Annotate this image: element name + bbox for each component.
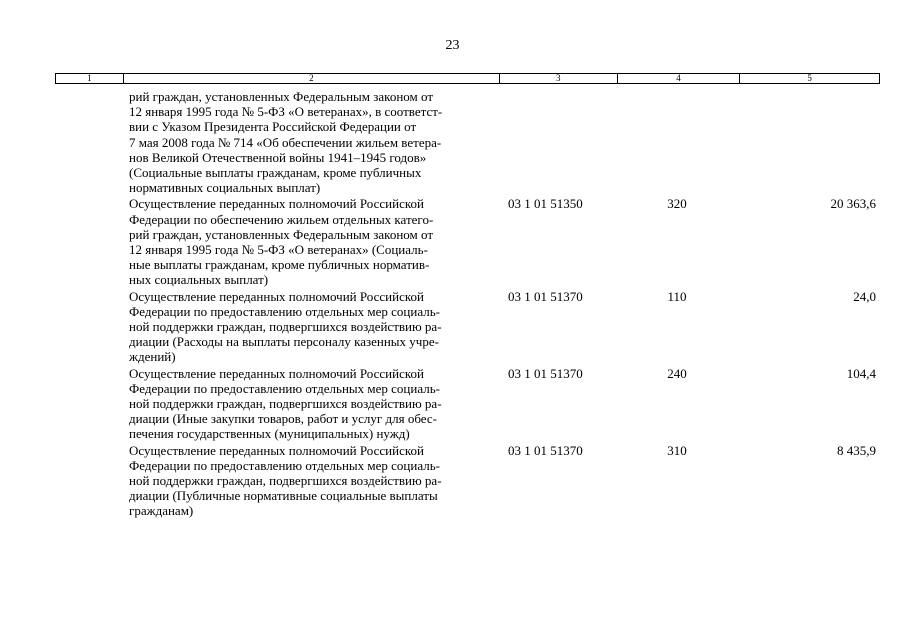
amount-cell: 8 435,9	[837, 442, 876, 458]
amount-cell: 104,4	[846, 365, 876, 381]
description-line: Федерации по обеспечению жильем отдельных катего-	[129, 211, 434, 227]
expense-type-cell: 110	[667, 288, 687, 304]
table-row	[55, 196, 880, 287]
column-header-3: 3	[500, 74, 618, 83]
description-cell	[129, 289, 498, 365]
table-row	[55, 443, 880, 519]
row-number-cell	[55, 289, 129, 365]
description-line: Осуществление переданных полномочий Российской	[129, 196, 424, 212]
column-header-1: 1	[56, 74, 124, 83]
table-row	[55, 366, 880, 442]
description-line: рий граждан, установленных Федеральным законом от	[129, 89, 434, 104]
description-line: Осуществление переданных полномочий Российской	[129, 442, 424, 458]
description-line: ной поддержки граждан, подвергшихся воздействию ра-	[129, 319, 442, 335]
table-header-row	[55, 73, 880, 84]
description-line: диации (Расходы на выплаты персоналу казенных учре-	[129, 334, 439, 350]
page-number: 23	[445, 38, 460, 53]
description-line: диации (Публичные нормативные социальные выплаты	[129, 488, 438, 504]
expense-type-cell: 320	[667, 196, 687, 212]
expense-type-cell: 310	[667, 442, 687, 458]
target-code-cell: 03 1 01 51370	[508, 442, 583, 458]
description-line: 12 января 1995 года № 5-ФЗ «О ветеранах», в соответст-	[129, 104, 443, 120]
description-line: Федерации по предоставлению отдельных мер социаль-	[129, 303, 440, 319]
amount-cell	[736, 89, 880, 195]
row-number-cell	[55, 366, 129, 442]
description-line: 12 января 1995 года № 5-ФЗ «О ветеранах» (Социаль-	[129, 242, 428, 258]
row-number-cell	[55, 89, 129, 195]
expense-type-cell	[618, 89, 736, 195]
description-line: ной поддержки граждан, подвергшихся воздействию ра-	[129, 473, 442, 489]
description-line: ждений)	[129, 349, 176, 365]
target-code-cell: 03 1 01 51350	[508, 196, 583, 212]
target-code-cell: 03 1 01 51370	[508, 365, 583, 381]
description-line: гражданам)	[129, 503, 194, 519]
row-number-cell	[55, 443, 129, 519]
table-row	[55, 289, 880, 365]
description-line: ной поддержки граждан, подвергшихся воздействию ра-	[129, 396, 442, 412]
description-line: Федерации по предоставлению отдельных мер социаль-	[129, 457, 440, 473]
description-cell	[129, 366, 498, 442]
description-line: ных социальных выплат)	[129, 272, 269, 288]
budget-table-body	[55, 89, 880, 520]
table-row	[55, 89, 880, 195]
description-line: нов Великой Отечественной войны 1941–1945 годов»	[129, 149, 427, 165]
expense-type-cell: 240	[667, 365, 687, 381]
description-line: Осуществление переданных полномочий Российской	[129, 288, 424, 304]
description-cell	[129, 89, 498, 195]
description-line: Осуществление переданных полномочий Российской	[129, 365, 424, 381]
description-line: печения государственных (муниципальных) нужд)	[129, 426, 410, 442]
description-line: Федерации по предоставлению отдельных мер социаль-	[129, 380, 440, 396]
amount-cell: 24,0	[853, 288, 876, 304]
description-line: ные выплаты гражданам, кроме публичных норматив-	[129, 257, 430, 273]
target-code-cell: 03 1 01 51370	[508, 288, 583, 304]
description-line: рий граждан, установленных Федеральным законом от	[129, 226, 434, 242]
column-header-2: 2	[124, 74, 500, 83]
target-code-cell	[498, 89, 618, 195]
description-cell	[129, 196, 498, 287]
row-number-cell	[55, 196, 129, 287]
column-header-5: 5	[807, 73, 812, 83]
description-line: вии с Указом Президента Российской Федерации от	[129, 119, 417, 135]
description-line: диации (Иные закупки товаров, работ и услуг для обес-	[129, 411, 437, 427]
description-cell	[129, 443, 498, 519]
column-header-4: 4	[618, 74, 741, 83]
description-line: (Социальные выплаты гражданам, кроме публичных	[129, 165, 422, 181]
amount-cell: 20 363,6	[830, 196, 876, 212]
description-line: 7 мая 2008 года № 714 «Об обеспечении жильем ветера-	[129, 134, 442, 150]
description-line: нормативных социальных выплат)	[129, 180, 321, 196]
